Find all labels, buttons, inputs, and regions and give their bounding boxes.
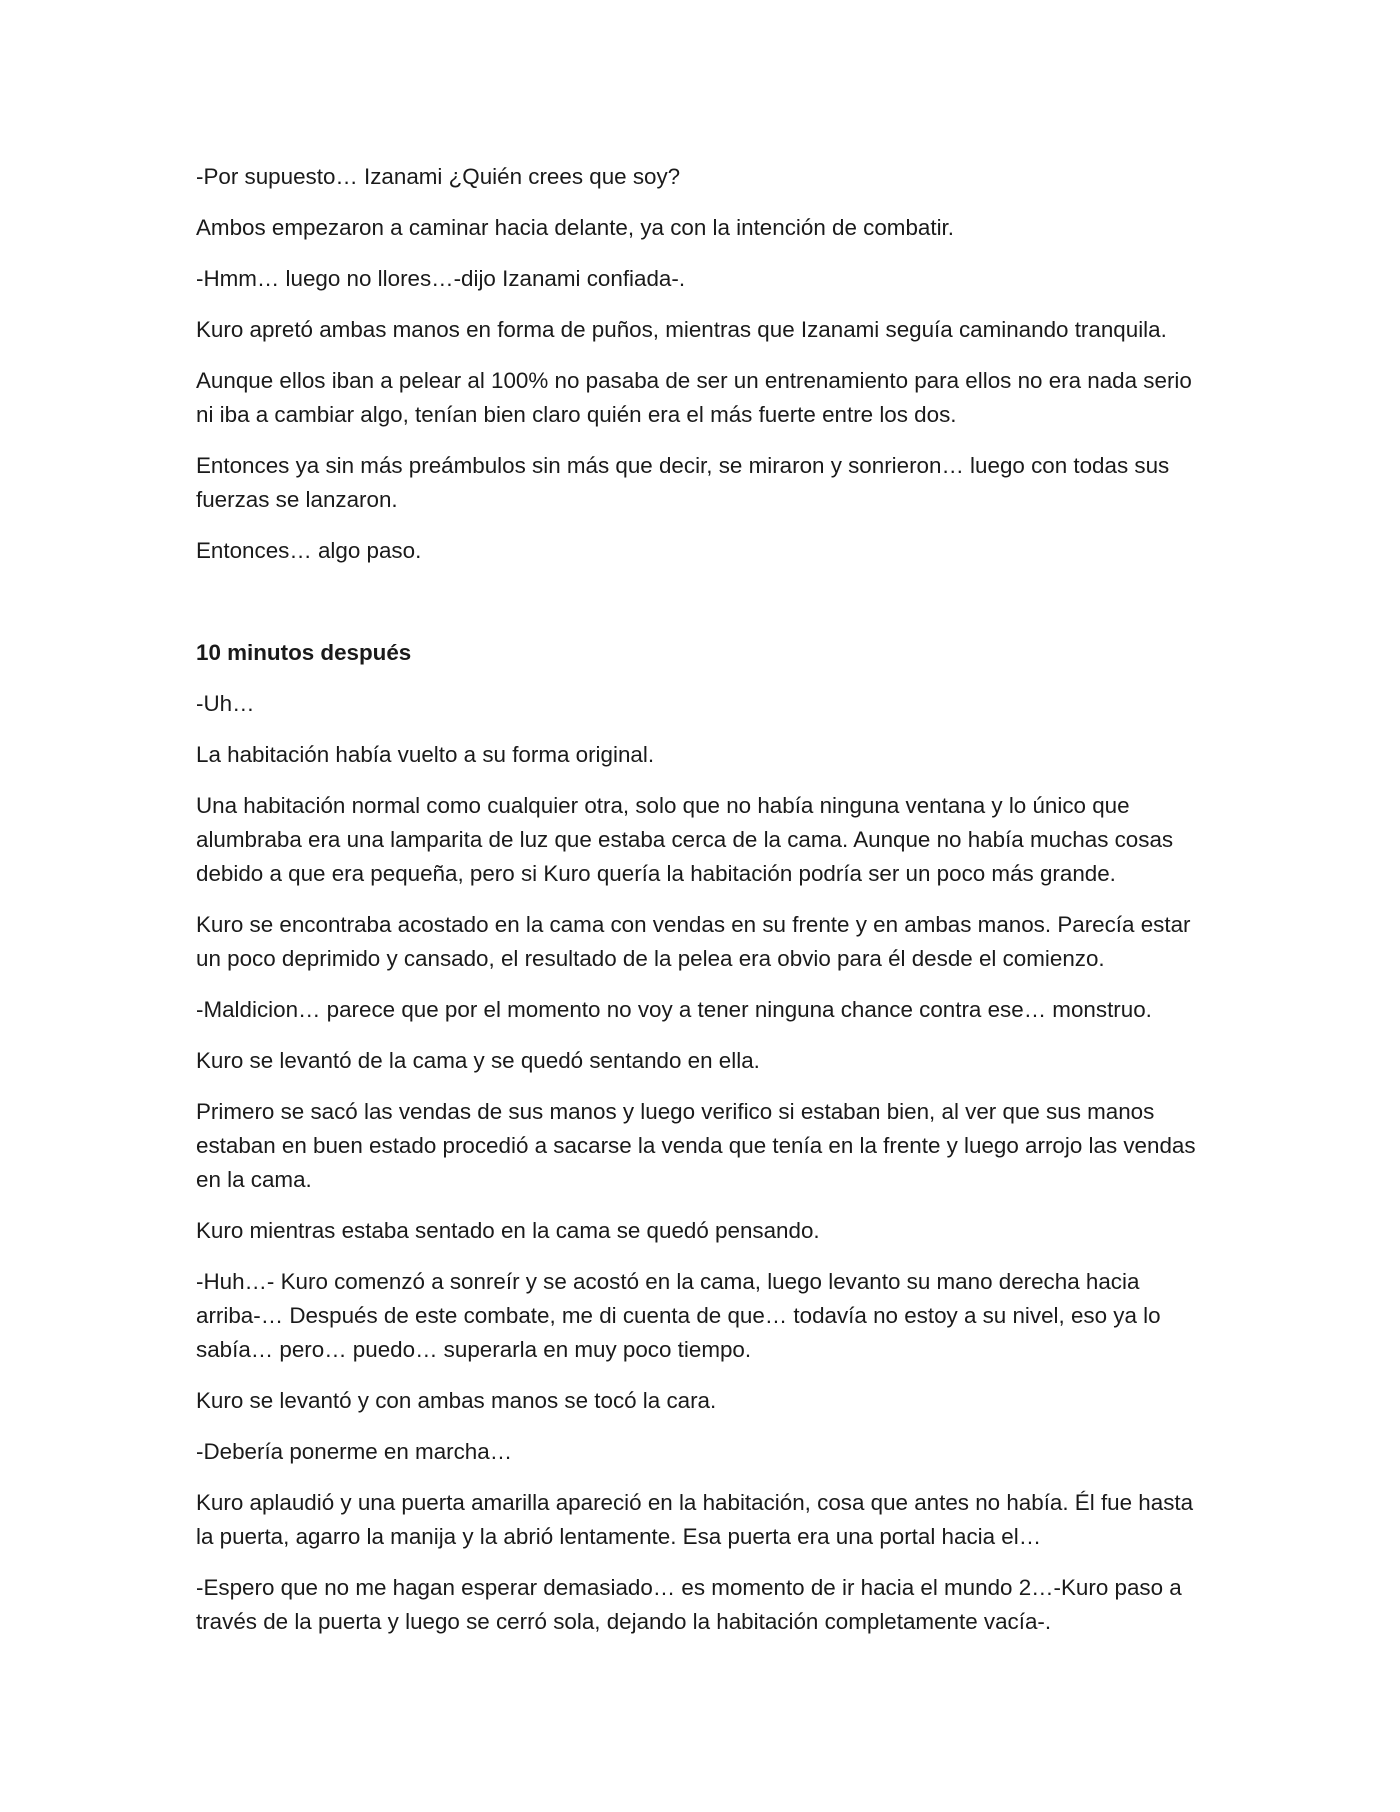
paragraph-9: -Uh… bbox=[196, 691, 255, 716]
document-body bbox=[196, 160, 1206, 1656]
paragraph-14: Kuro se levantó de la cama y se quedó sentando en ella. bbox=[196, 1048, 760, 1073]
paragraph-17: -Huh…- Kuro comenzó a sonreír y se acostó en la cama, luego levanto su mano derecha hacia arriba-… Después de este combate, me di cuenta de que… todavía no estoy a su nivel, eso ya lo sabía… pero… puedo… superarla en muy poco tiempo. bbox=[196, 1269, 1161, 1362]
paragraph-16: Kuro mientras estaba sentado en la cama se quedó pensando. bbox=[196, 1218, 820, 1243]
paragraph-19: -Debería ponerme en marcha… bbox=[196, 1439, 513, 1464]
paragraph-15: Primero se sacó las vendas de sus manos y luego verifico si estaban bien, al ver que sus manos estaban en buen estado procedió a sacarse la venda que tenía en la frente y luego arrojo las vendas en la cama. bbox=[196, 1099, 1196, 1192]
paragraph-6: Entonces ya sin más preámbulos sin más que decir, se miraron y sonrieron… luego con todas sus fuerzas se lanzaron. bbox=[196, 453, 1170, 512]
paragraph-13: -Maldicion… parece que por el momento no voy a tener ninguna chance contra ese… monstruo. bbox=[196, 997, 1152, 1022]
paragraph-11: Una habitación normal como cualquier otra, solo que no había ninguna ventana y lo único que alumbraba era una lamparita de luz que estaba cerca de la cama. Aunque no había muchas cosas debido a que era pequeña, pero si Kuro quería la habitación podría ser un poco más grande. bbox=[196, 793, 1174, 886]
paragraph-4: Kuro apretó ambas manos en forma de puños, mientras que Izanami seguía caminando tranquila. bbox=[196, 317, 1167, 342]
paragraph-21: -Espero que no me hagan esperar demasiado… es momento de ir hacia el mundo 2…-Kuro paso a través de la puerta y luego se cerró sola, dejando la habitación completamente vacía-. bbox=[196, 1575, 1182, 1634]
paragraph-1: -Por supuesto… Izanami ¿Quién crees que soy? bbox=[196, 164, 681, 189]
paragraph-20: Kuro aplaudió y una puerta amarilla apareció en la habitación, cosa que antes no había. Él fue hasta la puerta, agarro la manija y la abrió lentamente. Esa puerta era una portal hacia el… bbox=[196, 1490, 1194, 1549]
paragraph-3: -Hmm… luego no llores…-dijo Izanami confiada-. bbox=[196, 266, 686, 291]
paragraph-2: Ambos empezaron a caminar hacia delante, ya con la intención de combatir. bbox=[196, 215, 954, 240]
paragraph-10: La habitación había vuelto a su forma original. bbox=[196, 742, 655, 767]
paragraph-5: Aunque ellos iban a pelear al 100% no pasaba de ser un entrenamiento para ellos no era nada serio ni iba a cambiar algo, tenían bien claro quién era el más fuerte entre los dos. bbox=[196, 368, 1192, 427]
paragraph-12: Kuro se encontraba acostado en la cama con vendas en su frente y en ambas manos. Parecía estar un poco deprimido y cansado, el resultado de la pelea era obvio para él desde el comienzo. bbox=[196, 912, 1191, 971]
paragraph-18: Kuro se levantó y con ambas manos se tocó la cara. bbox=[196, 1388, 717, 1413]
paragraph-7: Entonces… algo paso. bbox=[196, 538, 422, 563]
section-heading: 10 minutos después bbox=[196, 640, 412, 665]
